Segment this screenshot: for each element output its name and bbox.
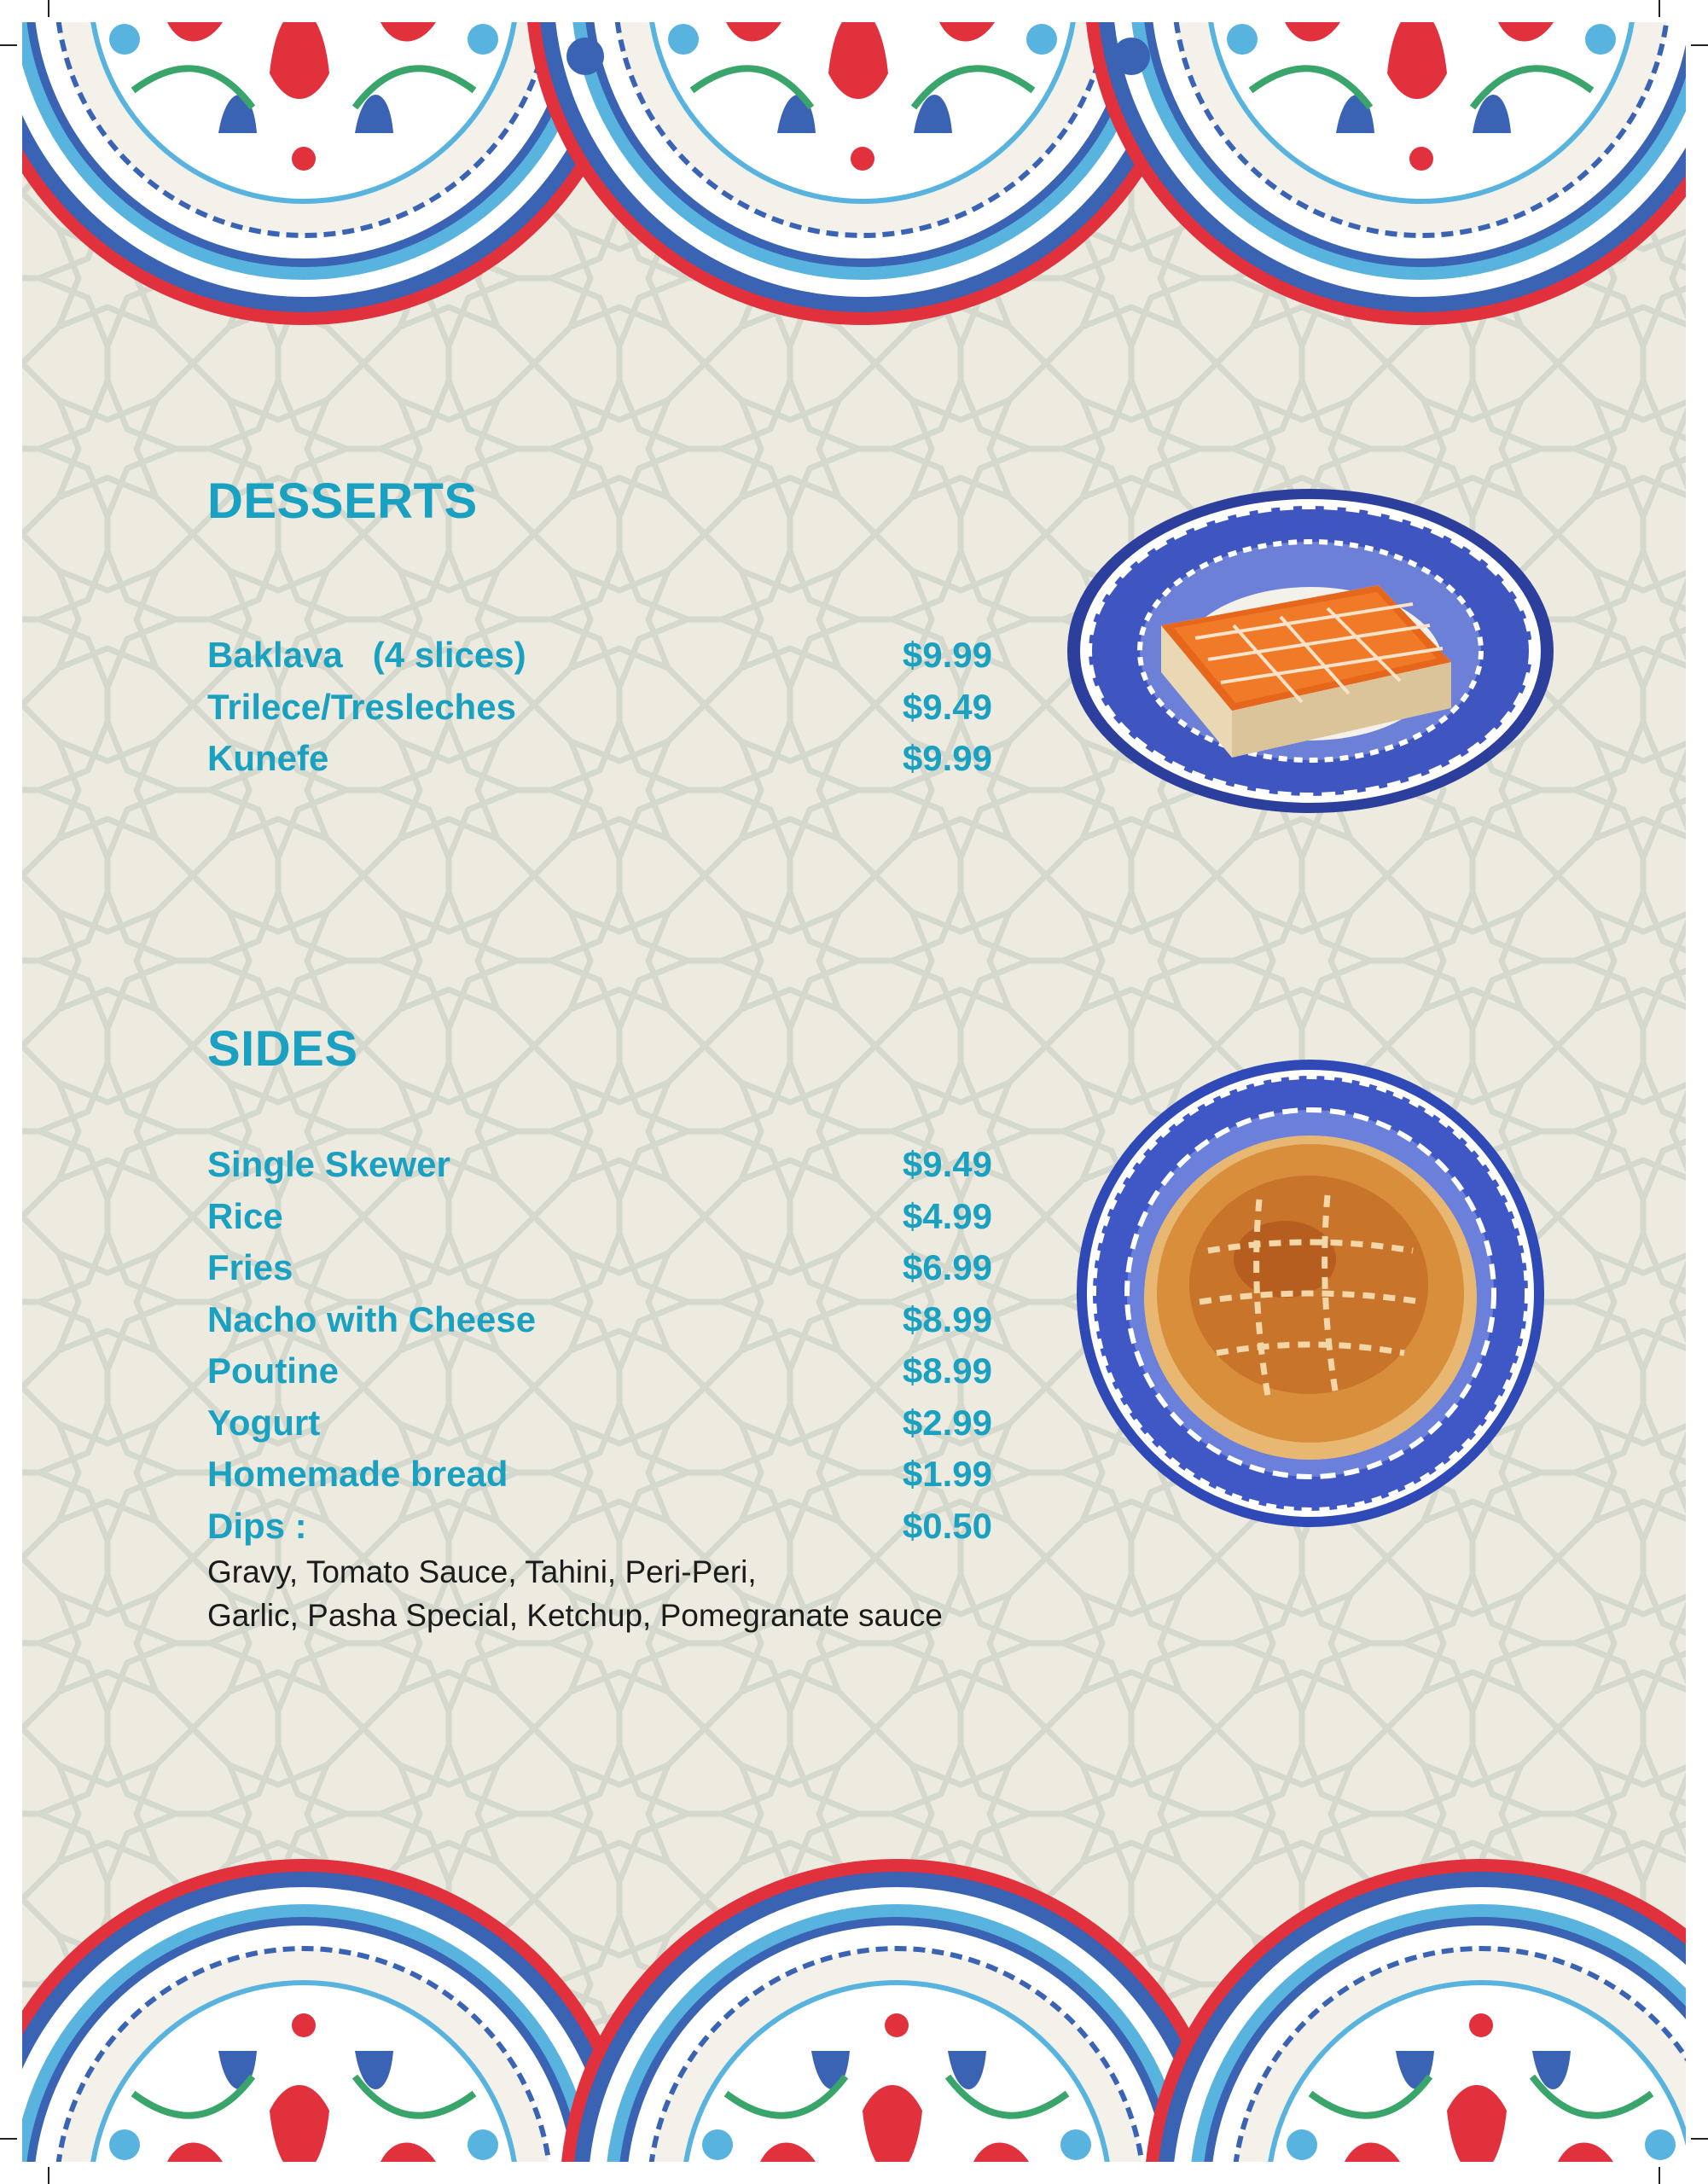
desserts-heading: DESSERTS [207,473,478,529]
item-price: $6.99 [902,1247,992,1287]
menu-item [207,682,992,734]
item-price: $9.49 [902,686,992,727]
item-name: Trilece/Tresleches [207,686,516,727]
menu-item [207,630,992,682]
menu-item [207,1191,992,1243]
item-name: Dips : [207,1505,307,1546]
item-name: Single Skewer [207,1144,450,1184]
item-name: Yogurt [207,1402,321,1443]
menu-item [207,1139,992,1191]
menu-item [207,1242,992,1294]
item-price: $9.99 [902,635,992,675]
desserts-list [207,630,992,785]
item-name: Homemade bread [207,1454,508,1494]
menu-item [207,1397,992,1449]
top-ornament-band [22,22,1686,363]
bottom-ornament-band [22,1821,1686,2162]
crop-mark [48,2167,49,2184]
dips-description [207,1550,1146,1637]
menu-item [207,1449,992,1501]
item-price: $0.50 [902,1505,992,1546]
menu-sheet [22,22,1686,2162]
crop-mark [1659,2167,1660,2184]
item-price: $8.99 [902,1350,992,1391]
menu-item [207,1294,992,1346]
crop-mark [1691,2138,1708,2140]
homemade-bread-image [1072,1054,1549,1532]
dips-line: Gravy, Tomato Sauce, Tahini, Peri-Peri, [207,1554,757,1589]
item-price: $2.99 [902,1402,992,1443]
item-price: $1.99 [902,1454,992,1494]
menu-item [207,1501,992,1553]
item-name: Nacho with Cheese [207,1298,537,1339]
item-name: Baklava (4 slices) [207,635,526,675]
item-name: Poutine [207,1350,339,1391]
menu-item [207,733,992,785]
sides-list [207,1139,992,1552]
trilece-dessert-image [1054,468,1566,826]
menu-item [207,1345,992,1397]
sides-heading: SIDES [207,1021,358,1077]
item-price: $9.49 [902,1144,992,1184]
dips-line: Garlic, Pasha Special, Ketchup, Pomegranate sauce [207,1598,943,1633]
item-name: Rice [207,1195,283,1236]
crop-mark [0,44,17,46]
item-price: $8.99 [902,1298,992,1339]
crop-mark [0,2138,17,2140]
crop-mark [1691,44,1708,46]
crop-mark [48,0,49,17]
item-price: $9.99 [902,738,992,778]
crop-mark [1659,0,1660,17]
item-name: Kunefe [207,738,329,778]
item-price: $4.99 [902,1195,992,1236]
item-name: Fries [207,1247,293,1287]
